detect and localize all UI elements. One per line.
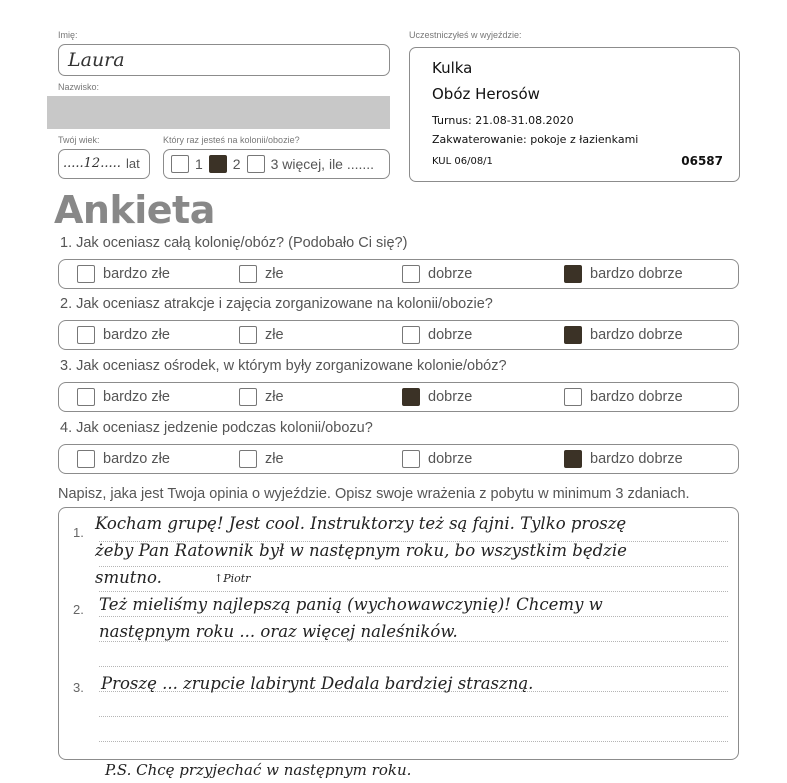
answer-checkbox[interactable] (239, 388, 257, 406)
age-label: Twój wiek: (58, 135, 100, 145)
answer-checkbox[interactable] (402, 265, 420, 283)
ruled-line (99, 641, 728, 642)
ruled-line (99, 616, 728, 617)
answer-row-3 (58, 382, 739, 412)
answer-checkbox[interactable] (239, 450, 257, 468)
times-checkbox-1[interactable] (171, 155, 189, 173)
ruled-line (99, 741, 728, 742)
answer-option[interactable] (564, 326, 683, 344)
surname-redacted (47, 96, 390, 129)
answer-checkbox[interactable] (564, 388, 582, 406)
answer-checkbox[interactable] (77, 326, 95, 344)
answer-checkbox[interactable] (77, 450, 95, 468)
answer-option[interactable] (77, 450, 170, 468)
answer-number-2: 2. (73, 602, 84, 617)
answer-checkbox[interactable] (564, 450, 582, 468)
answer-checkbox[interactable] (77, 265, 95, 283)
open-answer-box[interactable] (58, 507, 739, 760)
answer-option[interactable] (402, 265, 472, 283)
answer-checkbox[interactable] (402, 450, 420, 468)
answer-checkbox[interactable] (239, 265, 257, 283)
handwritten-line: żeby Pan Ratownik był w następnym roku, bo wszystkim będzie (95, 541, 627, 560)
info-line2: Obóz Herosów (432, 85, 540, 103)
answer-option[interactable] (564, 265, 683, 283)
times-option-label: 2 (232, 156, 241, 172)
answer-option-label: złe (265, 451, 284, 467)
info-number: 06587 (681, 154, 723, 168)
times-checkbox-2[interactable] (209, 155, 227, 173)
question-3: 3. Jak oceniasz ośrodek, w którym były zorganizowane kolonie/obóz? (60, 358, 507, 374)
info-code: KUL 06/08/1 (432, 156, 493, 167)
info-label: Uczestniczyłeś w wyjeździe: (409, 30, 522, 40)
answer-option-label: dobrze (428, 266, 473, 282)
answer-option[interactable] (77, 265, 170, 283)
answer-option-label: złe (265, 266, 284, 282)
info-line1: Kulka (432, 59, 473, 77)
answer-option-label: bardzo złe (103, 451, 170, 467)
ruled-line (99, 566, 728, 567)
answer-option[interactable] (402, 450, 472, 468)
answer-checkbox[interactable] (402, 388, 420, 406)
answer-option-label: bardzo dobrze (590, 389, 683, 405)
info-zakwaterowanie: Zakwaterowanie: pokoje z łazienkami (432, 133, 639, 146)
answer-option-label: dobrze (428, 451, 473, 467)
question-2: 2. Jak oceniasz atrakcje i zajęcia zorganizowane na kolonii/obozie? (60, 296, 493, 312)
answer-option-label: bardzo złe (103, 327, 170, 343)
open-question-label: Napisz, jaka jest Twoja opinia o wyjeździe. Opisz swoje wrażenia z pobytu w minimum 3 zdaniach. (58, 486, 690, 502)
ruled-line (99, 716, 728, 717)
postscript: P.S. Chcę przyjechać w następnym roku. (105, 761, 412, 779)
ruled-line (99, 591, 728, 592)
answer-row-2 (58, 320, 739, 350)
handwritten-line: smutno. (95, 568, 162, 587)
answer-number-3: 3. (73, 680, 84, 695)
answer-option-label: bardzo dobrze (590, 266, 683, 282)
handwritten-note: ↑Piotr (214, 572, 251, 585)
answer-option-label: złe (265, 327, 284, 343)
answer-option-label: bardzo dobrze (590, 327, 683, 343)
answer-number-1: 1. (73, 525, 84, 540)
times-checkbox-3[interactable] (247, 155, 265, 173)
times-label: Który raz jesteś na kolonii/obozie? (163, 135, 300, 145)
answer-option[interactable] (564, 388, 683, 406)
handwritten-line: Kocham grupę! Jest cool. Instruktorzy też są fajni. Tylko proszę (95, 514, 627, 533)
answer-option-label: bardzo złe (103, 266, 170, 282)
answer-option[interactable] (239, 265, 284, 283)
answer-option-label: bardzo złe (103, 389, 170, 405)
answer-option[interactable] (239, 388, 284, 406)
answer-option[interactable] (402, 388, 472, 406)
handwritten-line: Proszę ... zrupcie labirynt Dedala bardziej straszną. (101, 674, 534, 693)
trip-info-box (409, 47, 740, 182)
answer-checkbox[interactable] (564, 326, 582, 344)
question-4: 4. Jak oceniasz jedzenie podczas kolonii/obozu? (60, 420, 373, 436)
name-label: Imię: (58, 30, 78, 40)
answer-option-label: złe (265, 389, 284, 405)
age-field[interactable] (58, 149, 150, 179)
survey-title: Ankieta (54, 188, 215, 232)
answer-checkbox[interactable] (239, 326, 257, 344)
answer-option[interactable] (239, 450, 284, 468)
answer-option[interactable] (77, 326, 170, 344)
info-turnus: Turnus: 21.08-31.08.2020 (432, 114, 574, 127)
age-value: .....12..... (63, 156, 121, 171)
ruled-line (99, 666, 728, 667)
answer-row-4 (58, 444, 739, 474)
age-unit: lat (126, 156, 140, 171)
answer-option-label: dobrze (428, 389, 473, 405)
answer-option[interactable] (564, 450, 683, 468)
answer-option-label: dobrze (428, 327, 473, 343)
name-value: Laura (68, 49, 125, 71)
times-option-label: 3 więcej, ile ....... (270, 156, 375, 172)
answer-option-label: bardzo dobrze (590, 451, 683, 467)
answer-row-1 (58, 259, 739, 289)
times-field (163, 149, 390, 179)
answer-option[interactable] (77, 388, 170, 406)
answer-checkbox[interactable] (77, 388, 95, 406)
answer-checkbox[interactable] (564, 265, 582, 283)
answer-option[interactable] (402, 326, 472, 344)
handwritten-line: następnym roku ... oraz więcej naleśników. (99, 622, 458, 641)
answer-option[interactable] (239, 326, 284, 344)
handwritten-line: Też mieliśmy najlepszą panią (wychowawczynię)! Chcemy w (99, 595, 603, 614)
surname-label: Nazwisko: (58, 82, 100, 92)
answer-checkbox[interactable] (402, 326, 420, 344)
question-1: 1. Jak oceniasz całą kolonię/obóz? (Podobało Ci się?) (60, 235, 408, 251)
times-option-label: 1 (195, 156, 203, 172)
name-field[interactable] (58, 44, 390, 76)
